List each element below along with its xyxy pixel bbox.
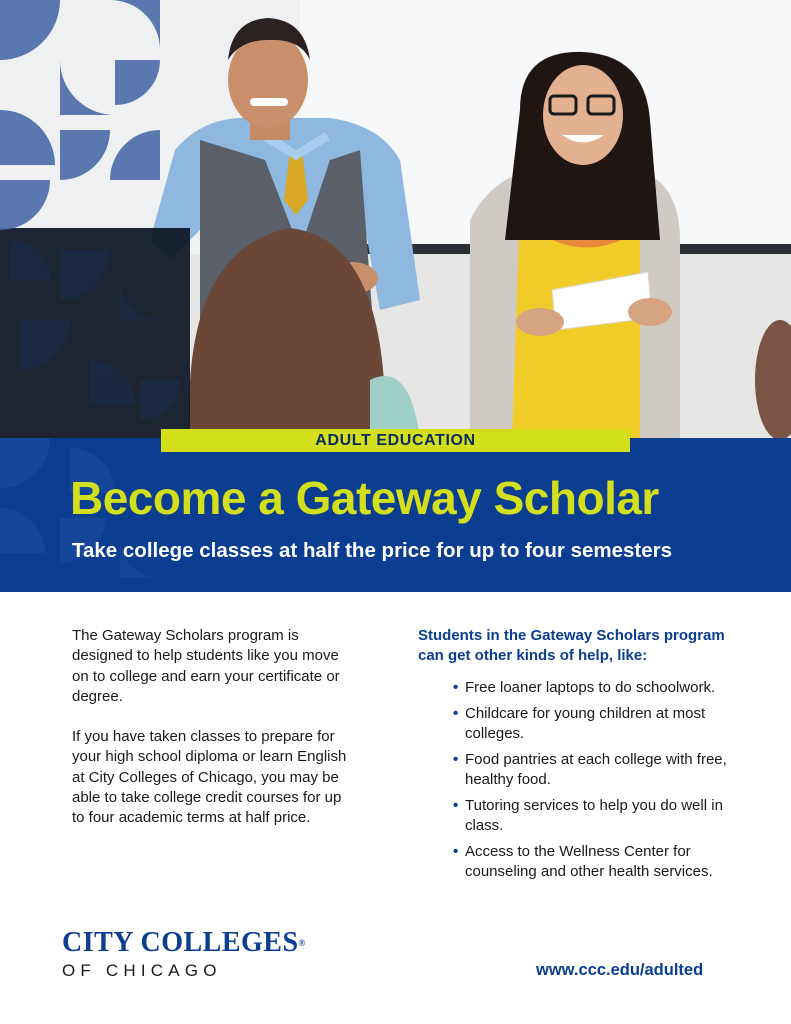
list-item: • Free loaner laptops to do schoolwork.: [453, 679, 716, 696]
city-colleges-logo: [62, 928, 306, 982]
benefits-list: [418, 678, 753, 882]
benefits-heading: Students in the Gateway Scholars program can get other kinds of help, like:: [418, 627, 725, 664]
bullet-icon: •: [453, 679, 459, 696]
list-item: • Childcare for young children at most colleges.: [453, 705, 706, 742]
category-label-text: ADULT EDUCATION: [315, 431, 476, 449]
subheadline: Take college classes at half the price for up to four semesters: [72, 539, 673, 562]
intro-column: [72, 626, 352, 849]
website-link[interactable]: www.ccc.edu/adulted: [536, 961, 704, 979]
headline: Become a Gateway Scholar: [70, 472, 659, 524]
classroom-illustration: [0, 0, 791, 440]
bullet-icon: •: [453, 797, 459, 814]
hero-photo: [0, 0, 791, 440]
intro-paragraph-2: If you have taken classes to prepare for your high school diploma or learn English at City Colleges of Chicago, you may be able to take college credit courses for up to four academic terms at half price.: [72, 728, 347, 827]
list-item: • Food pantries at each college with free, healthy food.: [453, 751, 727, 788]
intro-paragraph-1: The Gateway Scholars program is designed to help students like you move on to college and earn your certificate or degree.: [72, 627, 340, 705]
bullet-icon: •: [453, 843, 459, 860]
registered-mark: ®: [298, 938, 306, 948]
bullet-icon: •: [453, 705, 459, 722]
bullet-icon: •: [453, 751, 459, 768]
list-item: • Access to the Wellness Center for counseling and other health services.: [453, 843, 713, 880]
category-label: [161, 429, 630, 452]
benefits-column: [418, 626, 753, 888]
logo-line-2: OF CHICAGO: [62, 961, 222, 980]
list-item: • Tutoring services to help you do well in class.: [453, 797, 723, 834]
logo-line-1: CITY COLLEGES®: [62, 927, 306, 958]
